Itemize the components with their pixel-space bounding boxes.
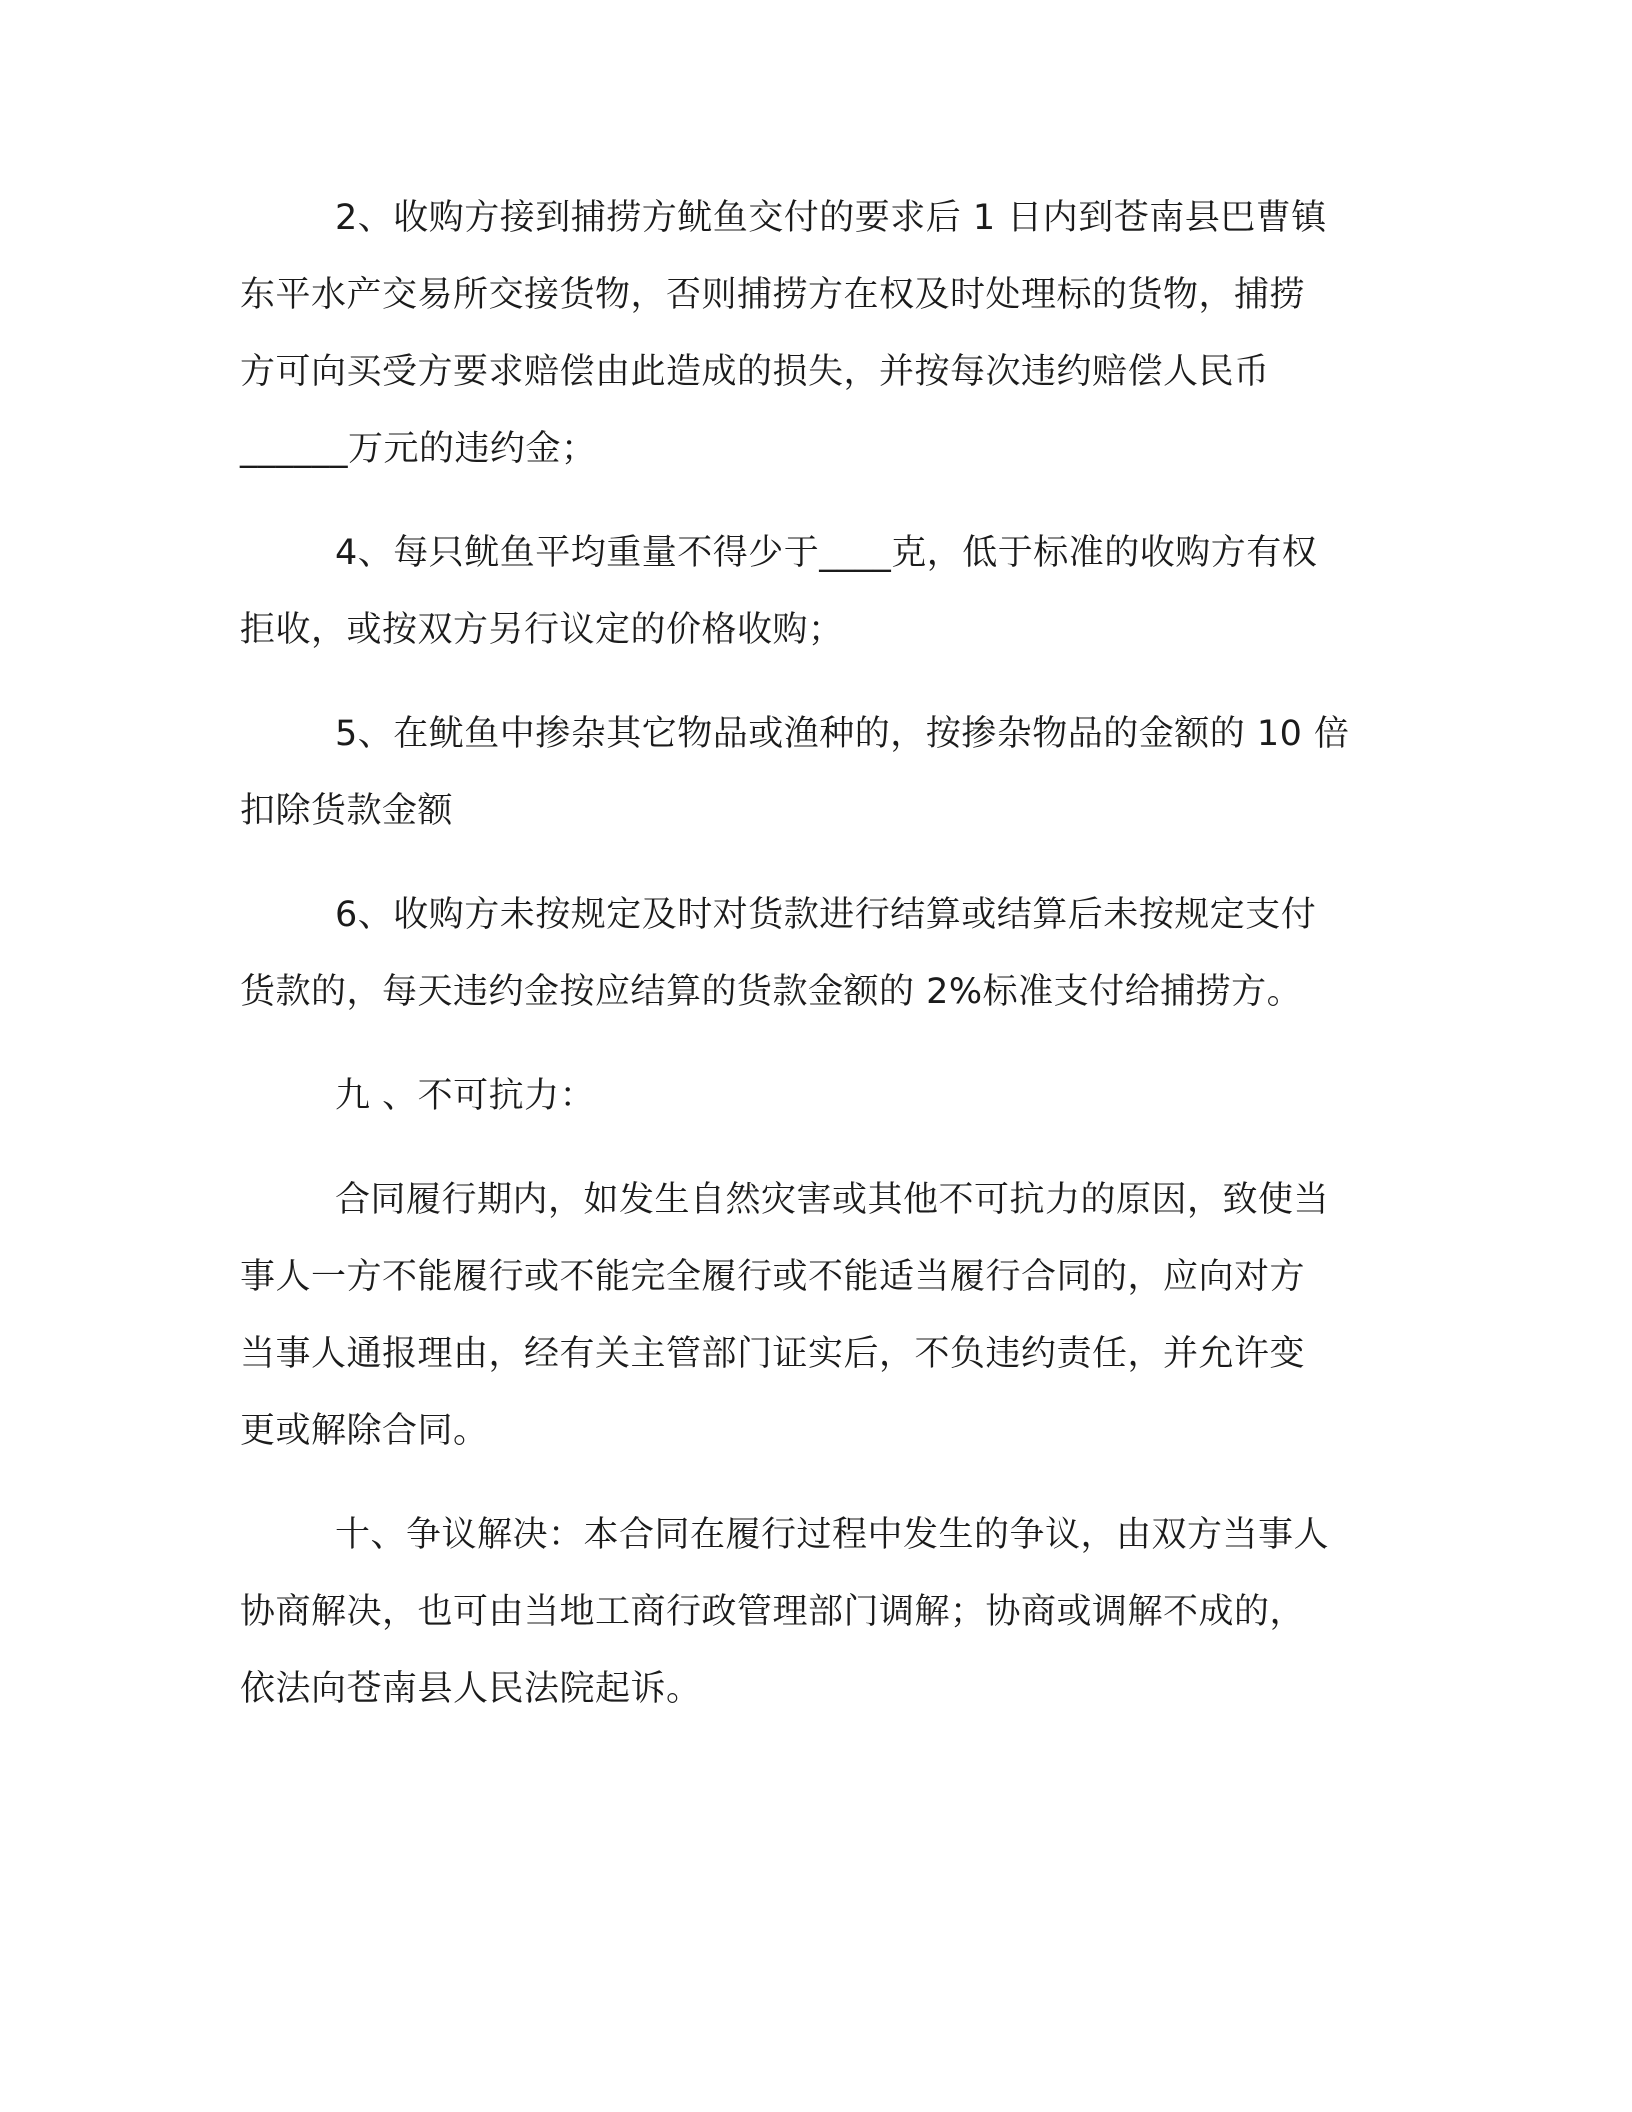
paragraph-line: 4、每只鱿鱼平均重量不得少于____克，低于标准的收购方有权	[335, 533, 1318, 573]
paragraph-line: 合同履行期内，如发生自然灾害或其他不可抗力的原因，致使当	[335, 1180, 1330, 1220]
force-majeure-paragraph	[240, 1162, 1390, 1470]
paragraph-line: 当事人通报理由，经有关主管部门证实后，不负违约责任，并允许变	[240, 1334, 1306, 1374]
paragraph-line: 东平水产交易所交接货物，否则捕捞方在权及时处理标的货物，捕捞	[240, 275, 1306, 315]
paragraph-line: 拒收，或按双方另行议定的价格收购；	[240, 610, 844, 650]
paragraph-line: 更或解除合同。	[240, 1411, 489, 1451]
clause-paragraph-6	[240, 877, 1390, 1031]
paragraph-line: 事人一方不能履行或不能完全履行或不能适当履行合同的，应向对方	[240, 1257, 1306, 1297]
paragraph-line: 依法向苍南县人民法院起诉。	[240, 1669, 702, 1709]
dispute-resolution-paragraph	[240, 1497, 1390, 1728]
clause-paragraph-4	[240, 515, 1390, 669]
paragraph-line: 货款的，每天违约金按应结算的货款金额的 2%标准支付给捕捞方。	[240, 972, 1303, 1012]
paragraph-line: 协商解决，也可由当地工商行政管理部门调解；协商或调解不成的，	[240, 1592, 1306, 1632]
paragraph-line: 方可向买受方要求赔偿由此造成的损失，并按每次违约赔偿人民币	[240, 352, 1270, 392]
paragraph-line: 扣除货款金额	[240, 791, 454, 831]
paragraph-line: 十、争议解决：本合同在履行过程中发生的争议，由双方当事人	[335, 1515, 1330, 1555]
clause-paragraph-2	[240, 180, 1390, 488]
clause-paragraph-5	[240, 696, 1390, 850]
section-heading-force-majeure	[240, 1058, 1390, 1135]
paragraph-line: 5、在鱿鱼中掺杂其它物品或渔种的，按掺杂物品的金额的 10 倍	[335, 714, 1350, 754]
document-body	[240, 180, 1390, 1755]
paragraph-line: ______万元的违约金；	[240, 429, 597, 469]
paragraph-line: 6、收购方未按规定及时对货款进行结算或结算后未按规定支付	[335, 895, 1317, 935]
section-heading: 九 、不可抗力：	[335, 1076, 596, 1116]
paragraph-line: 2、收购方接到捕捞方鱿鱼交付的要求后 1 日内到苍南县巴曹镇	[335, 198, 1327, 238]
